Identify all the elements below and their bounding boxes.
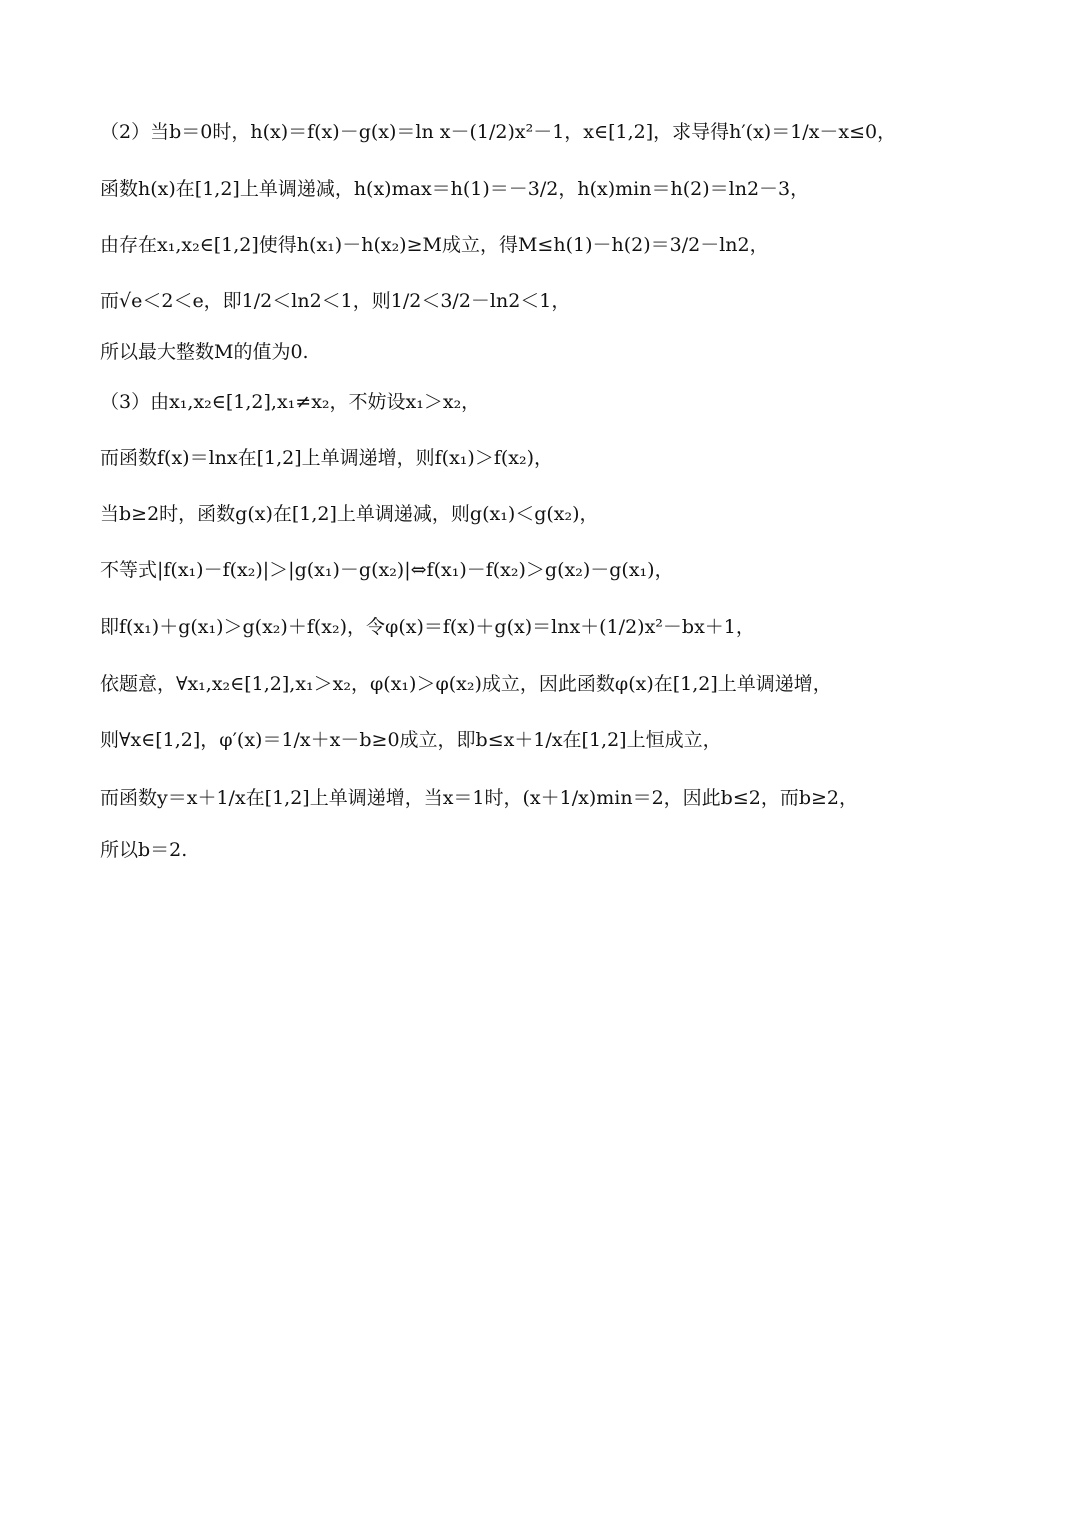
solution-line-phi-derivative: 则∀x∈[1,2]，φ′(x)＝1/x＋x－b≥0成立，即b≤x＋1/x在[1,2]上恒成立，	[100, 729, 722, 751]
solution-line-conclusion: 所以b＝2.	[100, 839, 188, 861]
solution-line-part3-intro: （3）由x₁,x₂∈[1,2],x₁≠x₂，不妨设x₁＞x₂，	[100, 391, 481, 413]
solution-line-g-decreasing: 当b≥2时，函数g(x)在[1,2]上单调递减，则g(x₁)＜g(x₂)，	[100, 503, 599, 525]
solution-line-f-increasing: 而函数f(x)＝lnx在[1,2]上单调递增，则f(x₁)＞f(x₂)，	[100, 447, 554, 469]
solution-line-monotonic-decreasing: 函数h(x)在[1,2]上单调递减，h(x)max＝h(1)＝－3/2，h(x)min＝h(2)＝ln2－3，	[100, 178, 810, 200]
solution-line-inequality: 不等式|f(x₁)－f(x₂)|＞|g(x₁)－g(x₂)|⇔f(x₁)－f(x₂)＞g(x₂)－g(x₁)，	[100, 559, 674, 581]
solution-line-min-value: 而函数y＝x＋1/x在[1,2]上单调递增，当x＝1时，(x＋1/x)min＝2，因此b≤2，而b≥2，	[100, 787, 859, 809]
solution-line-ln2-bounds: 而√e＜2＜e，即1/2＜ln2＜1，则1/2＜3/2－ln2＜1，	[100, 290, 571, 312]
solution-line-phi-increasing: 依题意，∀x₁,x₂∈[1,2],x₁＞x₂，φ(x₁)＞φ(x₂)成立，因此函数φ(x)在[1,2]上单调递增，	[100, 673, 832, 695]
solution-line-exists-condition: 由存在x₁,x₂∈[1,2]使得h(x₁)－h(x₂)≥M成立，得M≤h(1)－h(2)＝3/2－ln2，	[100, 234, 769, 256]
solution-line-phi-definition: 即f(x₁)＋g(x₁)＞g(x₂)＋f(x₂)，令φ(x)＝f(x)＋g(x)＝lnx＋(1/2)x²－bx＋1，	[100, 616, 755, 638]
solution-line-max-integer-m: 所以最大整数M的值为0.	[100, 341, 309, 363]
solution-line-part2-intro: （2）当b＝0时，h(x)＝f(x)－g(x)＝ln x－(1/2)x²－1，x∈[1,2]，求导得h′(x)＝1/x－x≤0，	[100, 121, 897, 143]
